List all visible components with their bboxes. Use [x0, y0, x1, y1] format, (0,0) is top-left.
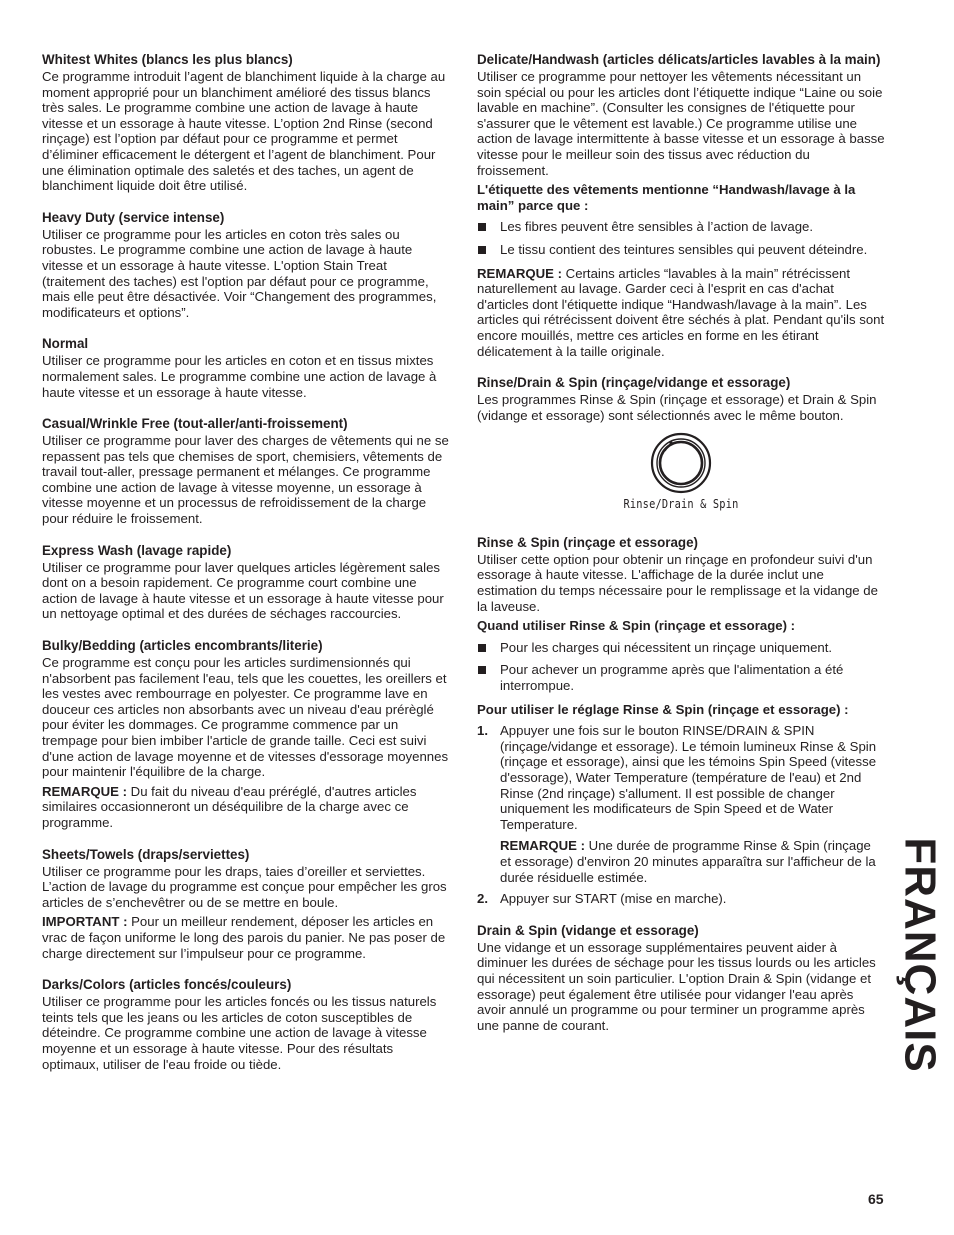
rinse-drain-spin-figure	[477, 431, 885, 513]
section-body: Les programmes Rinse & Spin (rinçage et essorage) et Drain & Spin (vidange et essorage) sont sélectionnés avec le même bouton.	[477, 392, 877, 423]
right-column	[477, 52, 885, 1049]
steps-list	[477, 723, 885, 907]
section-body: Utiliser ce programme pour les draps, taies d’oreiller et serviettes. L’action de lavage du programme est conçue pour empêcher les gros articles de s’enchevêtrer ou de se mettre en boule.	[42, 863, 447, 910]
section-body: Une vidange et un essorage supplémentaires peuvent aider à diminuer les durées de séchage pour les tissus lourds ou les articles qui nécessitent un soin particulier. L'option Drain & Spin (vidange et essorage) peut également être utilisée pour vidanger l'eau après avoir annulé un programme ou pour terminer un programme après une panne de courant.	[477, 939, 876, 1033]
language-side-tab: FRANÇAIS	[896, 837, 946, 1073]
section-body: Utiliser ce programme pour nettoyer les vêtements nécessitant un soin spécial ou pour les articles dont l’étiquette indique “Laine ou soie lavable en machine”. (Consulter les consignes de l'étiquette pour s'assurer que le vêtement est lavable.) Ce programme utilise une action de lavage intermittente à basse vitesse et un essorage à basse vitesse pour le meilleur soin des tissus avec réduction du froissement.	[477, 69, 885, 178]
section-note: REMARQUE : Certains articles “lavables à la main” rétrécissent naturellement au lavage. Garder ceci à l'esprit en cas d'achat d'articles dont l'étiquette indique “Handwash/lavage à la main”. Les articles qui rétrécissent doivent être séchés à plat. Pendant qu'ils sont encore mouillés, mettre ces articles en forme en les étirant délicatement à la taille originale.	[477, 265, 885, 359]
section-body: Utiliser ce programme pour les articles en coton très sales ou robustes. Le programme combine une action de lavage à haute vitesse et un essorage à haute vitesse. L'option Stain Treat (traitement des taches) est l'option par défaut pour ce programme, mais elle peut être désactivée. Voir “Changement des programmes, modificateurs et options”.	[42, 226, 437, 320]
section-heading: Whitest Whites (blancs les plus blancs)	[42, 52, 293, 67]
left-column	[42, 52, 452, 1088]
label-lead: L'étiquette des vêtements mentionne “Handwash/lavage à la main” parce que :	[477, 182, 856, 213]
section-rinse-drain-spin	[477, 375, 885, 513]
use-lead: Pour utiliser le réglage Rinse & Spin (rinçage et essorage) :	[477, 701, 849, 717]
when-lead: Quand utiliser Rinse & Spin (rinçage et essorage) :	[477, 618, 796, 634]
section-delicate-handwash	[477, 52, 885, 359]
section-heading: Drain & Spin (vidange et essorage)	[477, 922, 699, 938]
section-heading: Heavy Duty (service intense)	[42, 209, 225, 225]
section-note: REMARQUE : Du fait du niveau d'eau préréglé, d'autres articles similaires occasionneront un déséquilibre de la charge avec ce programme.	[42, 783, 417, 830]
section-body: Ce programme est conçu pour les articles surdimensionnés qui n'absorbent pas facilement l'eau, tels que les couettes, les oreillers et les vestes avec rembourrage en polyester. Ce programme lave en douceur ces articles non absorbants avec un niveau d'eau prérèglé pour éviter les dommages. Ce programme commence par un trempage pour bien imbiber l'article de grande taille. Ceci est suivi d'une action de lavage moyenne et de vitesses d'essorage moyennes pour maintenir l'équilibre de la charge.	[42, 655, 449, 780]
step-item: 1. Appuyer une fois sur le bouton RINSE/DRAIN & SPIN (rinçage/vidange et essorage). Le témoin lumineux Rinse & Spin (rinçage et essorage), ainsi que les témoins Spin Speed (vitesse d'essorage), Water Temperature (température de l'eau) et 2nd Rinse (2nd rinçage) s'allument. Il est possible de changer uniquement les modificateurs de Spin Speed et de Water Temperature. REMARQUE : Une durée de programme Rinse & Spin (rinçage et essorage) d'environ 20 minutes apparaîtra sur l'afficheur de la durée résiduelle estimée.	[477, 723, 885, 885]
step-note: REMARQUE : Une durée de programme Rinse & Spin (rinçage et essorage) d'environ 20 minutes apparaîtra sur l'afficheur de la durée résiduelle estimée.	[500, 838, 876, 885]
section-body: Utiliser ce programme pour les articles foncés ou les tissus naturels teints tels que les jeans ou les articles de coton susceptibles de déteindre. Ce programme combine une action de lavage à vitesse moyenne et un essorage à haute vitesse. Pour des résultats optimaux, utiliser de l'eau froide ou tiède.	[42, 994, 437, 1072]
section-heading: Bulky/Bedding (articles encombrants/literie)	[42, 638, 323, 654]
section-heading: Normal	[42, 336, 89, 352]
list-item: Le tissu contient des teintures sensibles qui peuvent déteindre.	[477, 242, 885, 258]
page-number: 65	[868, 1191, 884, 1207]
section-body: Ce programme introduit l’agent de blanchiment liquide à la charge au moment approprié pour un blanchiment amélioré des tissus blancs très sales. Le programme combine une action de lavage à haute vitesse et un essorage à haute vitesse. L’option 2nd Rinse (second rinçage) est l’option par défaut pour ce programme et permet d’éliminer efficacement le détergent et l’agent de blanchiment. Pour une élimination optimale des saletés et des taches, un agent de blanchiment liquide doit être utilisé.	[42, 69, 446, 194]
rinse-drain-spin-button-icon	[649, 431, 713, 495]
list-item: Les fibres peuvent être sensibles à l’action de lavage.	[477, 219, 885, 235]
section-whitest-whites	[42, 52, 452, 194]
section-sheets-towels	[42, 847, 452, 962]
section-heading: Rinse & Spin (rinçage et essorage)	[477, 534, 699, 550]
section-heading: Sheets/Towels (draps/serviettes)	[42, 846, 250, 862]
step-item: 2. Appuyer sur START (mise en marche).	[477, 891, 727, 907]
section-heavy-duty	[42, 210, 452, 321]
section-heading: Casual/Wrinkle Free (tout-aller/anti-froissement)	[42, 416, 348, 432]
section-casual-wrinkle-free	[42, 416, 452, 527]
section-body: Utiliser cette option pour obtenir un rinçage en profondeur suivi d'un essorage à haute vitesse. L'affichage de la durée inclut une estimation du temps nécessaire pour le remplissage et la vidange de la laveuse.	[477, 551, 878, 614]
section-darks-colors	[42, 977, 452, 1072]
section-body: Utiliser ce programme pour laver des charges de vêtements qui ne se repassent pas tels que chemises de sport, chemisiers, vêtements de travail tout-aller, pressage permanent et mélanges. Ce programme combine une action de lavage à vitesse moyenne, un essorage à vitesse moyenne et un processus de refroidissement de la charge pour réduire le froissement.	[42, 433, 449, 527]
section-important: IMPORTANT : Pour un meilleur rendement, déposer les articles en vrac de façon uniforme le long des parois du panier. Ne pas poser de charge directement sur l’impulseur pour ce programme.	[42, 914, 446, 961]
section-normal	[42, 336, 452, 400]
section-heading: Delicate/Handwash (articles délicats/articles lavables à la main)	[477, 52, 881, 67]
section-body: Utiliser ce programme pour les articles en coton et en tissus mixtes normalement sales. Le programme combine une action de lavage à haute vitesse et un essorage à haute vitesse.	[42, 353, 437, 400]
section-rinse-spin	[477, 535, 885, 907]
section-heading: Darks/Colors (articles foncés/couleurs)	[42, 977, 292, 993]
list-item: Pour achever un programme après que l'alimentation a été interrompue.	[477, 662, 885, 693]
bullet-list	[477, 640, 885, 694]
section-drain-spin	[477, 923, 885, 1034]
bullet-list	[477, 219, 885, 257]
section-body: Utiliser ce programme pour laver quelques articles légèrement sales dont on a besoin rapidement. Ce programme court combine une action de lavage à haute vitesse et un essorage à haute vitesse pour un nettoyage optimal et des durées de séchages raccourcies.	[42, 559, 444, 622]
section-heading: Express Wash (lavage rapide)	[42, 542, 232, 558]
list-item: Pour les charges qui nécessitent un rinçage uniquement.	[477, 640, 885, 656]
button-label: Rinse/Drain & Spin	[623, 497, 739, 512]
section-express-wash	[42, 543, 452, 622]
section-heading: Rinse/Drain & Spin (rinçage/vidange et essorage)	[477, 375, 791, 391]
section-bulky-bedding	[42, 638, 452, 831]
